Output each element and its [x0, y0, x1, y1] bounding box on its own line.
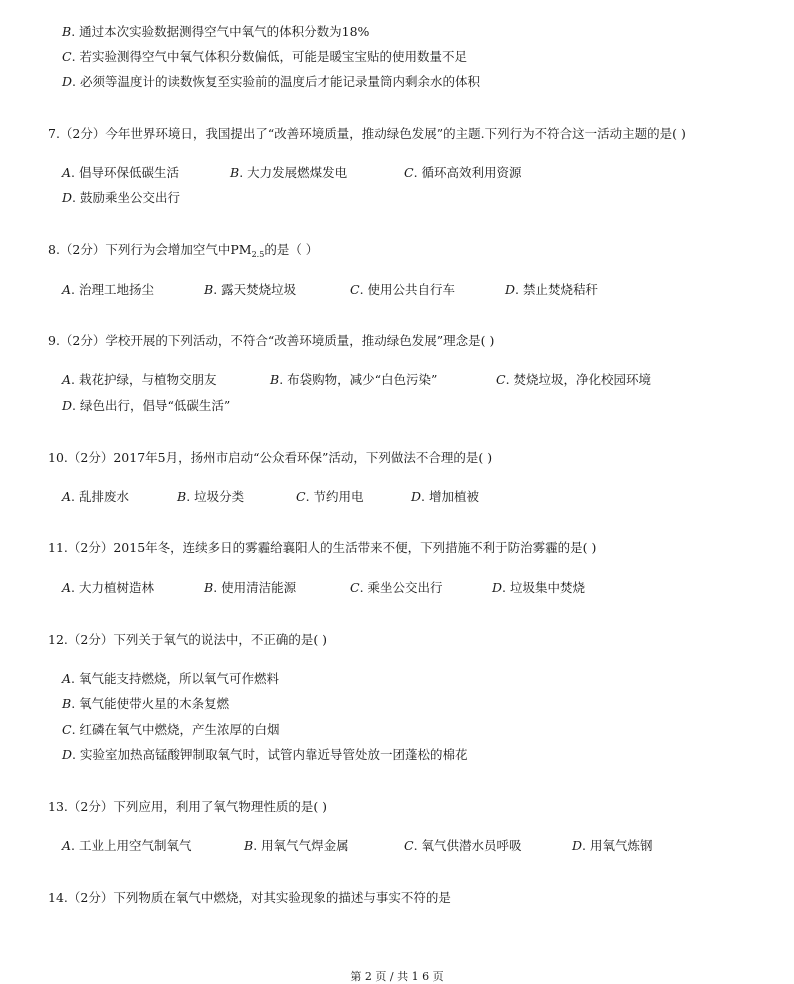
option-text: 若实验测得空气中氧气体积分数偏低，可能是暖宝宝贴的使用数量不足 — [79, 49, 468, 64]
option-letter: D . — [62, 747, 80, 762]
option-text: 垃圾分类 — [194, 489, 245, 504]
option-letter: D . — [62, 74, 80, 89]
option-text: 通过本次实验数据测得空气中氧气的体积分数为18% — [79, 24, 370, 39]
option-letter: B . — [230, 165, 247, 180]
question-9-options — [62, 371, 782, 389]
option-b — [62, 23, 369, 41]
question-8-options — [62, 281, 782, 299]
option-letter: D . — [411, 489, 429, 504]
option-letter: A . — [62, 489, 79, 504]
option-letter: C . — [62, 49, 80, 64]
option-d — [411, 488, 479, 506]
option-text: 使用清洁能源 — [221, 580, 297, 595]
option-a — [62, 488, 129, 506]
question-7-title: 7.（2分）今年世界环境日，我国提出了“改善环境质量，推动绿色发展”的主题.下列行为不符合这一活动主题的是( ) — [48, 126, 686, 141]
question-13-title: 13.（2分）下列应用，利用了氧气物理性质的是( ) — [48, 799, 328, 814]
option-letter: C . — [496, 372, 514, 387]
option-letter: D . — [505, 282, 523, 297]
option-b — [204, 579, 296, 597]
option-letter: A . — [62, 372, 79, 387]
question-13-options — [62, 837, 782, 855]
option-d — [505, 281, 598, 299]
option-letter: C . — [350, 282, 368, 297]
question-7-options — [62, 164, 782, 182]
option-letter: B . — [62, 24, 79, 39]
option-b — [270, 371, 437, 389]
option-c — [404, 164, 522, 182]
option-a — [62, 579, 154, 597]
option-text: 氧气能支持燃烧，所以氧气可作燃料 — [78, 671, 279, 686]
option-d — [62, 189, 180, 207]
question-11-options — [62, 579, 782, 597]
title-text: 8.（2分）下列行为会增加空气中PM — [48, 242, 252, 257]
question-8-title — [48, 241, 318, 264]
question-9-title: 9.（2分）学校开展的下列活动，不符合“改善环境质量，推动绿色发展”理念是( ) — [48, 333, 495, 348]
option-letter: C . — [350, 580, 368, 595]
option-letter: B . — [244, 838, 261, 853]
option-text: 布袋购物，减少“白色污染” — [287, 372, 438, 387]
option-text: 节约用电 — [313, 489, 364, 504]
page-number: 第 2 页 / 共 1 6 页 — [350, 970, 444, 983]
question-10-options — [62, 488, 782, 506]
option-text: 用氧气炼钢 — [589, 838, 653, 853]
option-text: 红磷在氧气中燃烧，产生浓厚的白烟 — [79, 722, 280, 737]
option-letter: B . — [270, 372, 287, 387]
option-d — [62, 397, 230, 415]
option-text: 禁止焚烧秸秆 — [522, 282, 598, 297]
option-letter: C . — [296, 489, 314, 504]
title-text: 的是（ ） — [264, 242, 319, 257]
option-c — [404, 837, 522, 855]
option-text: 大力植树造林 — [78, 580, 154, 595]
option-text: 工业上用空气制氧气 — [78, 838, 192, 853]
option-c — [62, 48, 467, 66]
option-letter: C . — [404, 165, 422, 180]
option-b — [204, 281, 296, 299]
option-text: 必须等温度计的读数恢复至实验前的温度后才能记录量筒内剩余水的体积 — [79, 74, 480, 89]
option-text: 乘坐公交出行 — [367, 580, 443, 595]
question-14-title: 14.（2分）下列物质在氧气中燃烧，对其实验现象的描述与事实不符的是 — [48, 890, 451, 905]
option-a — [62, 164, 179, 182]
option-c — [296, 488, 364, 506]
option-text: 用氧气气焊金属 — [261, 838, 349, 853]
option-letter: D . — [62, 190, 80, 205]
option-text: 焚烧垃圾，净化校园环境 — [513, 372, 652, 387]
option-text: 绿色出行，倡导“低碳生活” — [79, 398, 231, 413]
option-text: 增加植被 — [428, 489, 479, 504]
option-text: 大力发展燃煤发电 — [247, 165, 348, 180]
option-text: 治理工地扬尘 — [78, 282, 154, 297]
subscript: 2.5 — [251, 250, 265, 259]
option-letter: A . — [62, 165, 79, 180]
option-a — [62, 371, 217, 389]
option-letter: B . — [177, 489, 194, 504]
option-a — [62, 281, 154, 299]
option-d — [572, 837, 653, 855]
option-a — [62, 837, 192, 855]
option-letter: B . — [62, 696, 79, 711]
option-letter: D . — [62, 398, 80, 413]
option-c — [62, 721, 280, 739]
option-b — [177, 488, 244, 506]
option-letter: D . — [572, 838, 590, 853]
question-10-title: 10.（2分）2017年5月，扬州市启动“公众看环保”活动，下列做法不合理的是( ) — [48, 450, 493, 465]
option-letter: B . — [204, 580, 221, 595]
question-12-title: 12.（2分）下列关于氧气的说法中，不正确的是( ) — [48, 632, 328, 647]
option-letter: C . — [62, 722, 80, 737]
option-letter: A . — [62, 580, 79, 595]
option-letter: A . — [62, 671, 79, 686]
option-letter: A . — [62, 282, 79, 297]
option-c — [496, 371, 651, 389]
option-text: 栽花护绿，与植物交朋友 — [78, 372, 217, 387]
option-text: 鼓励乘坐公交出行 — [79, 190, 180, 205]
option-d — [62, 73, 480, 91]
option-a — [62, 670, 279, 688]
option-text: 循环高效利用资源 — [421, 165, 522, 180]
option-b — [230, 164, 347, 182]
option-text: 垃圾集中焚烧 — [509, 580, 585, 595]
option-text: 使用公共自行车 — [367, 282, 456, 297]
option-text: 氧气供潜水员呼吸 — [421, 838, 522, 853]
option-text: 氧气能使带火星的木条复燃 — [79, 696, 230, 711]
option-b — [62, 695, 229, 713]
option-letter: B . — [204, 282, 221, 297]
option-b — [244, 837, 349, 855]
option-c — [350, 281, 455, 299]
option-letter: D . — [492, 580, 510, 595]
option-text: 乱排废水 — [78, 489, 129, 504]
option-d — [62, 746, 468, 764]
option-letter: C . — [404, 838, 422, 853]
option-text: 露天焚烧垃圾 — [221, 282, 297, 297]
option-text: 倡导环保低碳生活 — [78, 165, 179, 180]
option-text: 实验室加热高锰酸钾制取氧气时，试管内靠近导管处放一团蓬松的棉花 — [79, 747, 468, 762]
question-11-title: 11.（2分）2015年冬，连续多日的雾霾给襄阳人的生活带来不便，下列措施不利于防治雾霾的是( ) — [48, 540, 597, 555]
option-d — [492, 579, 585, 597]
option-letter: A . — [62, 838, 79, 853]
option-c — [350, 579, 443, 597]
